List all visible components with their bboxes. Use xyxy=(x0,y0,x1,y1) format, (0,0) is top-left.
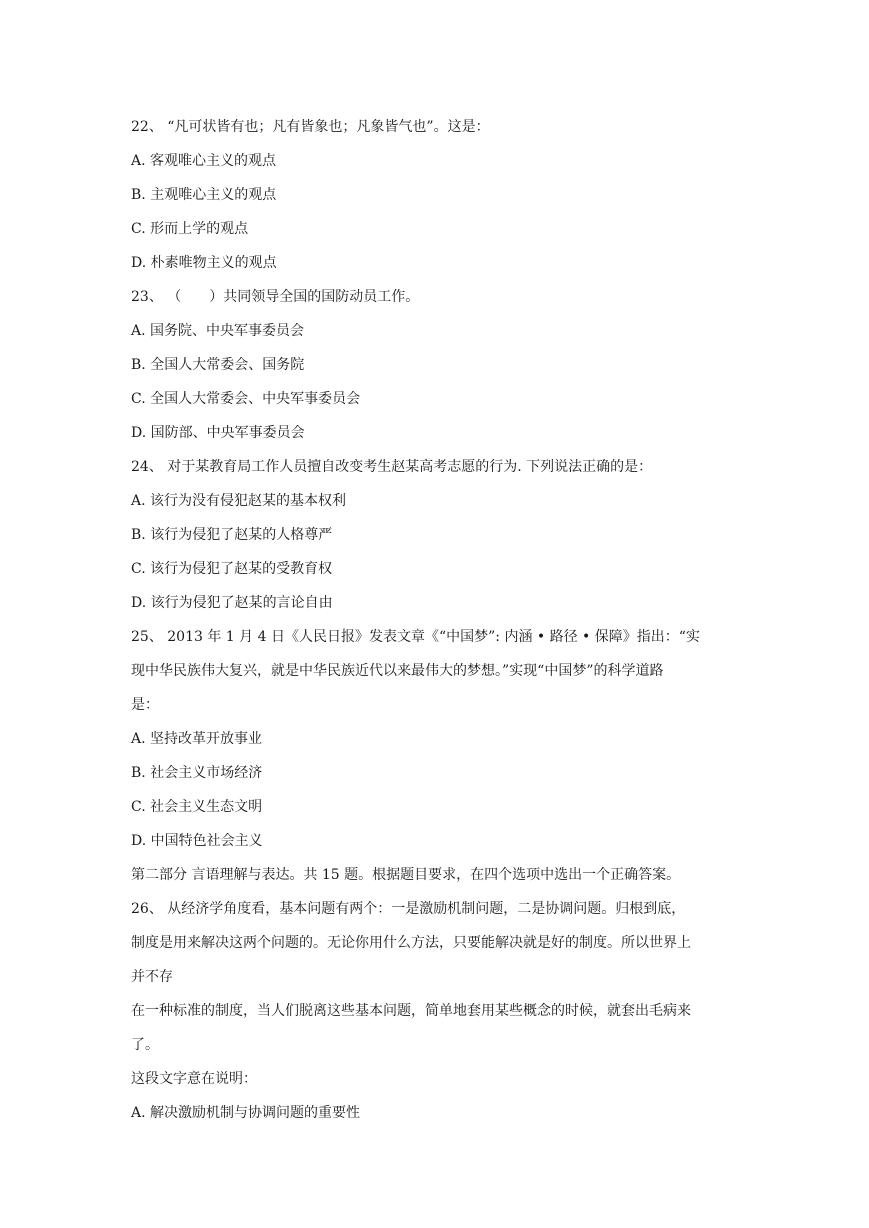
question-22-option-d: D. 朴素唯物主义的观点 xyxy=(131,255,277,271)
question-24-option-a: A. 该行为没有侵犯赵某的基本权利 xyxy=(131,493,347,509)
question-23-option-b: B. 全国人大常委会、国务院 xyxy=(131,357,305,373)
question-26-stem-line-2: 制度是用来解决这两个问题的。无论你用什么方法，只要能解决就是好的制度。所以世界上 xyxy=(131,935,691,951)
question-25-stem-line-2: 现中华民族伟大复兴，就是中华民族近代以来最伟大的梦想。”实现“中国梦”的科学道路 xyxy=(131,663,664,679)
question-22-option-c: C. 形而上学的观点 xyxy=(131,221,249,237)
question-25-stem-line-3: 是： xyxy=(131,697,159,713)
question-23-option-a: A. 国务院、中央军事委员会 xyxy=(131,323,305,339)
question-25-option-a: A. 坚持改革开放事业 xyxy=(131,731,263,747)
question-26-option-a: A. 解决激励机制与协调问题的重要性 xyxy=(131,1105,361,1121)
question-26-stem-line-4: 在一种标准的制度，当人们脱离这些基本问题，简单地套用某些概念的时候，就套出毛病来 xyxy=(131,1003,691,1019)
question-24-option-d: D. 该行为侵犯了赵某的言论自由 xyxy=(131,595,333,611)
question-26-stem-line-5: 了。 xyxy=(131,1037,159,1053)
document-body xyxy=(131,110,743,1130)
question-26-stem-line-3: 并不存 xyxy=(131,969,173,985)
question-23-stem: 23、 （ ）共同领导全国的国防动员工作。 xyxy=(131,289,420,305)
question-26-stem-line-1: 26、 从经济学角度看，基本问题有两个：一是激励机制问题，二是协调问题。归根到底， xyxy=(131,901,686,917)
question-24-option-b: B. 该行为侵犯了赵某的人格尊严 xyxy=(131,527,333,543)
question-22-option-a: A. 客观唯心主义的观点 xyxy=(131,153,277,169)
question-22-option-b: B. 主观唯心主义的观点 xyxy=(131,187,277,203)
question-24-stem: 24、 对于某教育局工作人员擅自改变考生赵某高考志愿的行为. 下列说法正确的是： xyxy=(131,459,653,475)
question-23-option-c: C. 全国人大常委会、中央军事委员会 xyxy=(131,391,361,407)
question-22-stem: 22、 “凡可状皆有也；凡有皆象也；凡象皆气也”。这是： xyxy=(131,119,490,135)
question-25-option-b: B. 社会主义市场经济 xyxy=(131,765,263,781)
question-23-option-d: D. 国防部、中央军事委员会 xyxy=(131,425,305,441)
question-25-option-d: D. 中国特色社会主义 xyxy=(131,833,263,849)
question-25-stem-line-1: 25、 2013 年 1 月 4 日《人民日报》发表文章《“中国梦”: 内涵 • 路径 • 保障》指出：“实 xyxy=(131,629,700,645)
question-24-option-c: C. 该行为侵犯了赵某的受教育权 xyxy=(131,561,333,577)
question-26-prompt: 这段文字意在说明： xyxy=(131,1071,257,1087)
section-2-heading: 第二部分 言语理解与表达。共 15 题。根据题目要求，在四个选项中选出一个正确答案。 xyxy=(131,867,681,883)
question-25-option-c: C. 社会主义生态文明 xyxy=(131,799,263,815)
